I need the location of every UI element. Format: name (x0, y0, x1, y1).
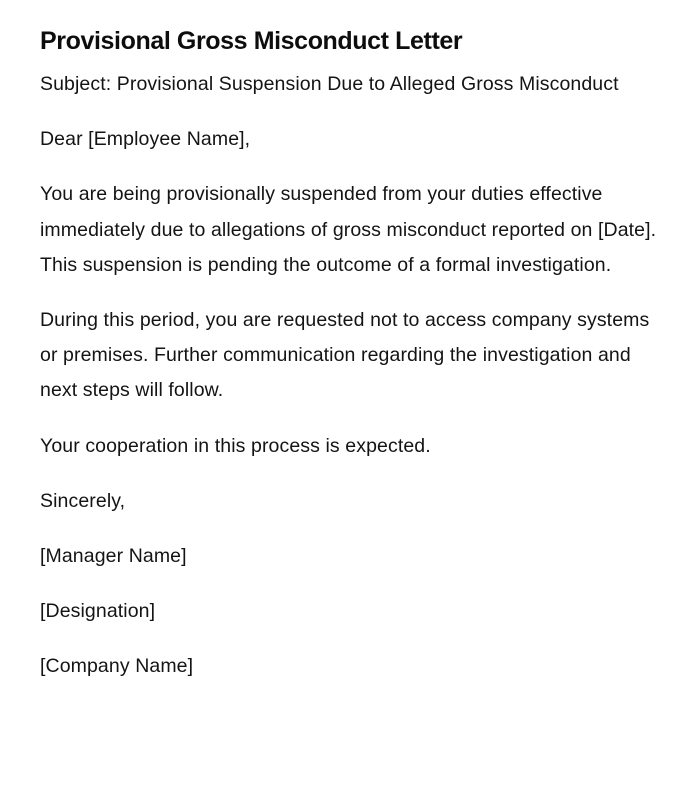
letter-salutation: Dear [Employee Name], (40, 128, 251, 151)
letter-paragraph-cooperation: Your cooperation in this process is expected. (40, 434, 431, 457)
letter-paragraph-restrictions: During this period, you are requested not to access company systems or premises. Further communication regarding the investigation and next steps will follow. (40, 309, 650, 402)
letter-subject: Subject: Provisional Suspension Due to Alleged Gross Misconduct (40, 73, 619, 95)
letter-paragraph-suspension: You are being provisionally suspended from your duties effective immediately due to allegations of gross misconduct reported on [Date]. This suspension is pending the outcome of a formal investigation. (40, 183, 657, 276)
signature-company-name: [Company Name] (40, 655, 194, 678)
letter-closing: Sincerely, (40, 489, 126, 512)
letter-title: Provisional Gross Misconduct Letter (40, 27, 463, 55)
signature-manager-name: [Manager Name] (40, 545, 187, 568)
signature-designation: [Designation] (40, 600, 156, 623)
